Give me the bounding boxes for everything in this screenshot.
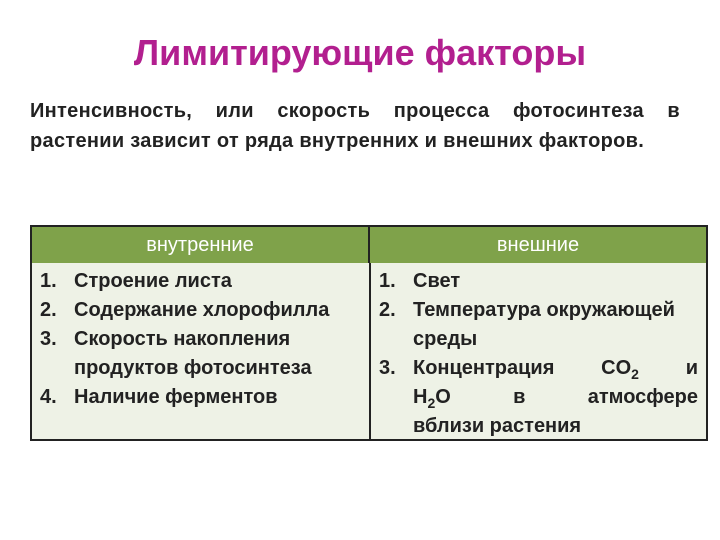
table-body-row (32, 263, 706, 439)
h-subscript: 2 (427, 395, 436, 411)
list-item (40, 325, 361, 383)
list-item (379, 267, 698, 296)
and-word: и (685, 357, 698, 379)
concentration-word: Концентрация (413, 357, 555, 379)
item-text: Свет (413, 270, 461, 292)
co-text: CO (601, 357, 632, 379)
factors-table (30, 225, 708, 441)
h-text: H (413, 386, 428, 408)
external-factors-column (369, 263, 706, 439)
item-number: 4. (40, 386, 57, 408)
header-internal: внутренние (146, 233, 254, 256)
list-item (379, 296, 698, 354)
item-text-line: вблизи растения (413, 415, 582, 437)
o-text: O (435, 386, 451, 408)
item-number: 3. (40, 328, 57, 350)
item-text-line (413, 354, 698, 383)
external-factors-list (379, 267, 698, 441)
in-word: в (513, 386, 526, 408)
item-number: 3. (379, 357, 396, 379)
intro-paragraph: Интенсивность, или скорость процесса фотосинтеза в растении зависит от ряда внутренних и внешних факторов. (30, 100, 680, 152)
internal-factors-column (32, 263, 369, 439)
co2-formula (601, 357, 639, 382)
co-subscript: 2 (631, 366, 639, 382)
h2o-formula (413, 386, 451, 411)
item-text-line (413, 383, 698, 412)
list-item (40, 296, 361, 325)
slide-title: Лимитирующие факторы (133, 32, 587, 73)
item-text: Строение листа (74, 270, 232, 292)
item-text: Скорость накопления продуктов фотосинтеза (74, 328, 312, 379)
item-text: Содержание хлорофилла (74, 299, 330, 321)
item-number: 2. (40, 299, 57, 321)
table-header-row (32, 227, 706, 263)
item-text: Наличие ферментов (74, 386, 278, 408)
list-item (40, 383, 361, 412)
item-number: 2. (379, 299, 396, 321)
list-item (40, 267, 361, 296)
item-number: 1. (379, 270, 396, 292)
internal-factors-list (40, 267, 361, 412)
item-number: 1. (40, 270, 57, 292)
item-text: Температура окружающей среды (413, 299, 675, 350)
header-external: внешние (368, 227, 706, 263)
list-item (379, 354, 698, 441)
atmosphere-word: атмосфере (587, 386, 698, 408)
